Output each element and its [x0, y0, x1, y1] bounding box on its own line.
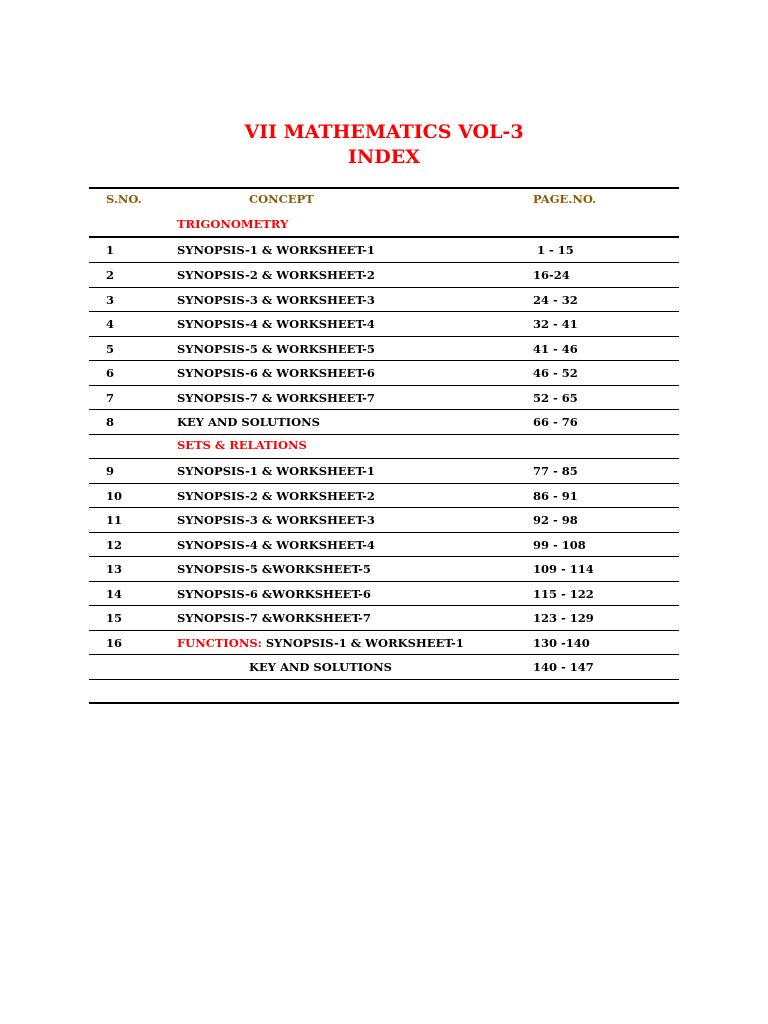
table-row [0, 459, 768, 483]
page-cell: 86 - 91 [533, 489, 578, 503]
sno-cell: 8 [106, 415, 115, 429]
table-row [0, 361, 768, 385]
table-row [0, 410, 768, 434]
concept-cell: SYNOPSIS-1 & WORKSHEET-1 [177, 464, 375, 478]
table-row [0, 655, 768, 679]
table-row [0, 533, 768, 557]
index-heading: INDEX [348, 146, 420, 168]
page-cell: 99 - 108 [533, 538, 586, 552]
page-cell: 41 - 46 [533, 342, 578, 356]
table-row [0, 288, 768, 312]
table-row [0, 484, 768, 508]
concept-cell: SYNOPSIS-5 & WORKSHEET-5 [177, 342, 375, 356]
table-row [0, 557, 768, 581]
sno-cell: 15 [106, 611, 123, 625]
sno-cell: 4 [106, 317, 115, 331]
sno-cell: 1 [106, 243, 115, 257]
sno-cell: 6 [106, 366, 115, 380]
table-row [0, 582, 768, 606]
table-row [0, 386, 768, 410]
concept-cell: SYNOPSIS-7 &WORKSHEET-7 [177, 611, 371, 625]
page-cell: 115 - 122 [533, 587, 594, 601]
sno-cell: 12 [106, 538, 123, 552]
sno-header: S.NO. [106, 192, 142, 206]
sno-cell: 3 [106, 293, 115, 307]
concept-cell: SYNOPSIS-2 & WORKSHEET-2 [177, 489, 375, 503]
sno-cell: 9 [106, 464, 115, 478]
document-title: VII MATHEMATICS VOL-3 [244, 121, 524, 143]
sno-cell: 10 [106, 489, 123, 503]
table-row [0, 508, 768, 532]
sno-cell: 14 [106, 587, 123, 601]
concept-cell: KEY AND SOLUTIONS [177, 415, 320, 429]
concept-cell: SYNOPSIS-2 & WORKSHEET-2 [177, 268, 375, 282]
concept-cell: SYNOPSIS-3 & WORKSHEET-3 [177, 513, 375, 527]
concept-cell: SYNOPSIS-1 & WORKSHEET-1 [177, 243, 375, 257]
sno-cell: 13 [106, 562, 123, 576]
page-cell: 66 - 76 [533, 415, 578, 429]
page-cell: 46 - 52 [533, 366, 578, 380]
table-row [0, 312, 768, 336]
section-sets-relations: SETS & RELATIONS [177, 438, 307, 452]
table-row [0, 238, 768, 262]
sno-cell: 5 [106, 342, 115, 356]
page-cell: 16-24 [533, 268, 570, 282]
concept-cell: SYNOPSIS-4 & WORKSHEET-4 [177, 317, 375, 331]
top-rule [89, 187, 679, 189]
bottom-rule [89, 702, 679, 704]
row-divider [89, 434, 679, 435]
concept-cell: SYNOPSIS-6 &WORKSHEET-6 [177, 587, 371, 601]
concept-cell: SYNOPSIS-5 &WORKSHEET-5 [177, 562, 371, 576]
page-cell: 24 - 32 [533, 293, 578, 307]
concept-cell [177, 635, 464, 651]
functions-label: FUNCTIONS: [177, 636, 262, 650]
row-divider [89, 679, 679, 680]
page-cell: 109 - 114 [533, 562, 594, 576]
page-header: PAGE.NO. [533, 192, 597, 206]
sno-cell: 2 [106, 268, 115, 282]
table-row [0, 263, 768, 287]
page-cell: 1 - 15 [533, 243, 574, 257]
table-row [0, 337, 768, 361]
page-cell: 92 - 98 [533, 513, 578, 527]
sno-cell: 7 [106, 391, 115, 405]
table-row [0, 606, 768, 630]
concept-cell: SYNOPSIS-6 & WORKSHEET-6 [177, 366, 375, 380]
table-row [0, 631, 768, 655]
page-cell: 123 - 129 [533, 611, 594, 625]
concept-cell: SYNOPSIS-7 & WORKSHEET-7 [177, 391, 375, 405]
page-cell: 77 - 85 [533, 464, 578, 478]
sno-cell: 16 [106, 636, 123, 650]
concept-cell: SYNOPSIS-4 & WORKSHEET-4 [177, 538, 375, 552]
concept-cell: SYNOPSIS-3 & WORKSHEET-3 [177, 293, 375, 307]
concept-cell: KEY AND SOLUTIONS [249, 660, 392, 674]
concept-header: CONCEPT [249, 192, 314, 206]
sno-cell: 11 [106, 513, 123, 527]
page-cell: 52 - 65 [533, 391, 578, 405]
page-cell: 130 -140 [533, 636, 590, 650]
page-cell: 140 - 147 [533, 660, 594, 674]
section-trigonometry: TRIGONOMETRY [177, 217, 289, 231]
concept-text: SYNOPSIS-1 & WORKSHEET-1 [261, 636, 464, 650]
page-cell: 32 - 41 [533, 317, 578, 331]
